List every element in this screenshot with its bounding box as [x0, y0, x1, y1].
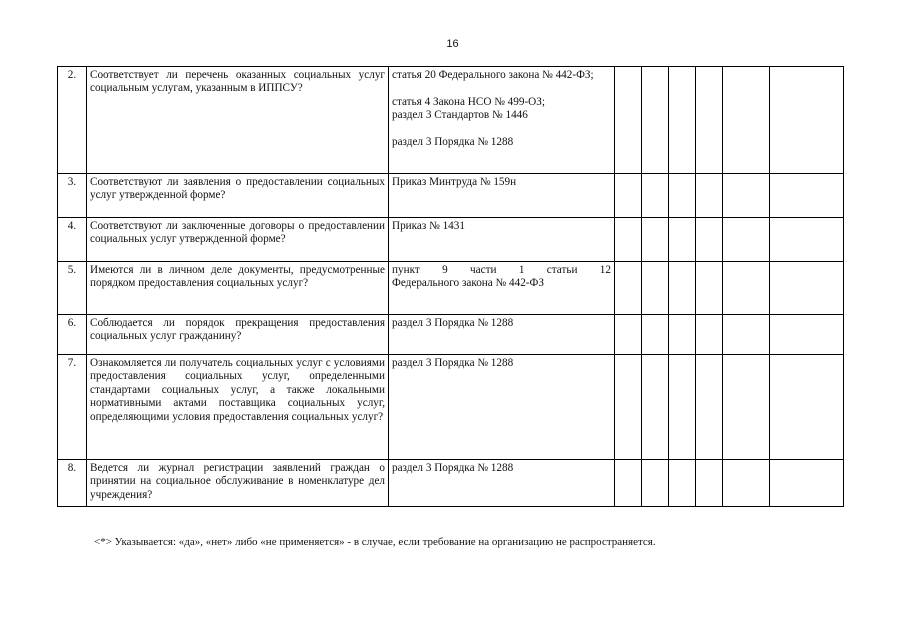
answer-cell — [696, 355, 723, 460]
legal-basis — [389, 218, 615, 262]
checklist-table — [57, 66, 844, 507]
table-row — [58, 174, 844, 218]
requirement-question: Имеются ли в личном деле документы, предусмотренные порядком предоставления социальных услуг? — [87, 262, 389, 315]
requirement-question: Соответствуют ли заключенные договоры о предоставлении социальных услуг утвержденной форме? — [87, 218, 389, 262]
answer-cell — [642, 218, 669, 262]
answer-cell — [615, 315, 642, 355]
answer-cell — [723, 315, 770, 355]
requirement-question: Соответствует ли перечень оказанных социальных услуг социальным услугам, указанным в ИППСУ? — [87, 67, 389, 174]
answer-cell — [669, 355, 696, 460]
legal-basis-line: Федерального закона № 442-ФЗ — [392, 277, 544, 290]
answer-cell — [696, 460, 723, 507]
legal-basis-line: раздел 3 Порядка № 1288 — [392, 136, 514, 148]
answer-cell — [642, 460, 669, 507]
row-number: 2. — [58, 67, 87, 174]
answer-cell — [723, 174, 770, 218]
answer-cell — [642, 67, 669, 174]
answer-cell — [770, 262, 844, 315]
legal-basis-line — [392, 82, 611, 95]
legal-basis-line — [392, 123, 611, 136]
legal-basis-line: раздел 3 Порядка № 1288 — [392, 317, 514, 329]
answer-cell — [770, 315, 844, 355]
requirement-question: Ведется ли журнал регистрации заявлений граждан о принятии на социальное обслуживание в номенклатуре дел учреждения? — [87, 460, 389, 507]
answer-cell — [696, 67, 723, 174]
legal-basis-line: раздел 3 Порядка № 1288 — [392, 357, 514, 369]
legal-basis-line: раздел 3 Стандартов № 1446 — [392, 109, 528, 122]
answer-cell — [669, 460, 696, 507]
answer-cell — [642, 315, 669, 355]
answer-cell — [696, 262, 723, 315]
answer-cell — [669, 67, 696, 174]
table-row — [58, 355, 844, 460]
legal-basis — [389, 355, 615, 460]
answer-cell — [615, 262, 642, 315]
legal-basis — [389, 174, 615, 218]
table-row — [58, 262, 844, 315]
answer-cell — [723, 262, 770, 315]
answer-cell — [770, 67, 844, 174]
row-number: 5. — [58, 262, 87, 315]
answer-cell — [696, 315, 723, 355]
legal-basis-line: Приказ № 1431 — [392, 220, 465, 232]
answer-cell — [642, 355, 669, 460]
legal-basis — [389, 460, 615, 507]
answer-cell — [669, 218, 696, 262]
answer-cell — [696, 218, 723, 262]
answer-cell — [696, 174, 723, 218]
answer-cell — [770, 355, 844, 460]
answer-cell — [723, 355, 770, 460]
answer-cell — [615, 460, 642, 507]
answer-cell — [615, 67, 642, 174]
answer-cell — [770, 460, 844, 507]
legal-basis-line: Приказ Минтруда № 159н — [392, 176, 517, 188]
answer-cell — [615, 174, 642, 218]
table-row — [58, 315, 844, 355]
row-number: 3. — [58, 174, 87, 218]
legal-basis — [389, 315, 615, 355]
requirement-question: Ознакомляется ли получатель социальных услуг с условиями предоставления социальных услуг, определенными стандартами социальных услуг, а также локальными нормативными актами поставщика социальных услуг, определяющими условия предоставления социальных услуг? — [87, 355, 389, 460]
row-number: 7. — [58, 355, 87, 460]
legal-basis-line: раздел 3 Порядка № 1288 — [392, 462, 514, 474]
legal-basis — [389, 67, 615, 174]
legal-basis — [389, 262, 615, 315]
row-number: 8. — [58, 460, 87, 507]
legal-basis-line: пункт 9 части 1 статьи 12 — [392, 264, 611, 276]
answer-cell — [723, 67, 770, 174]
answer-cell — [615, 355, 642, 460]
requirement-question: Соблюдается ли порядок прекращения предоставления социальных услуг гражданину? — [87, 315, 389, 355]
answer-cell — [723, 218, 770, 262]
row-number: 6. — [58, 315, 87, 355]
table-row — [58, 218, 844, 262]
table-row — [58, 460, 844, 507]
footnote: <*> Указывается: «да», «нет» либо «не применяется» - в случае, если требование на организацию не распространяется. — [94, 536, 656, 548]
legal-basis-line: статья 4 Закона НСО № 499-ОЗ; — [392, 95, 545, 108]
table-row — [58, 67, 844, 174]
answer-cell — [642, 174, 669, 218]
answer-cell — [669, 315, 696, 355]
row-number: 4. — [58, 218, 87, 262]
answer-cell — [669, 262, 696, 315]
answer-cell — [642, 262, 669, 315]
answer-cell — [615, 218, 642, 262]
answer-cell — [770, 174, 844, 218]
requirement-question: Соответствуют ли заявления о предоставлении социальных услуг утвержденной форме? — [87, 174, 389, 218]
answer-cell — [770, 218, 844, 262]
page-number: 16 — [446, 38, 459, 50]
answer-cell — [669, 174, 696, 218]
legal-basis-line: статья 20 Федерального закона № 442-ФЗ; — [392, 69, 594, 81]
answer-cell — [723, 460, 770, 507]
